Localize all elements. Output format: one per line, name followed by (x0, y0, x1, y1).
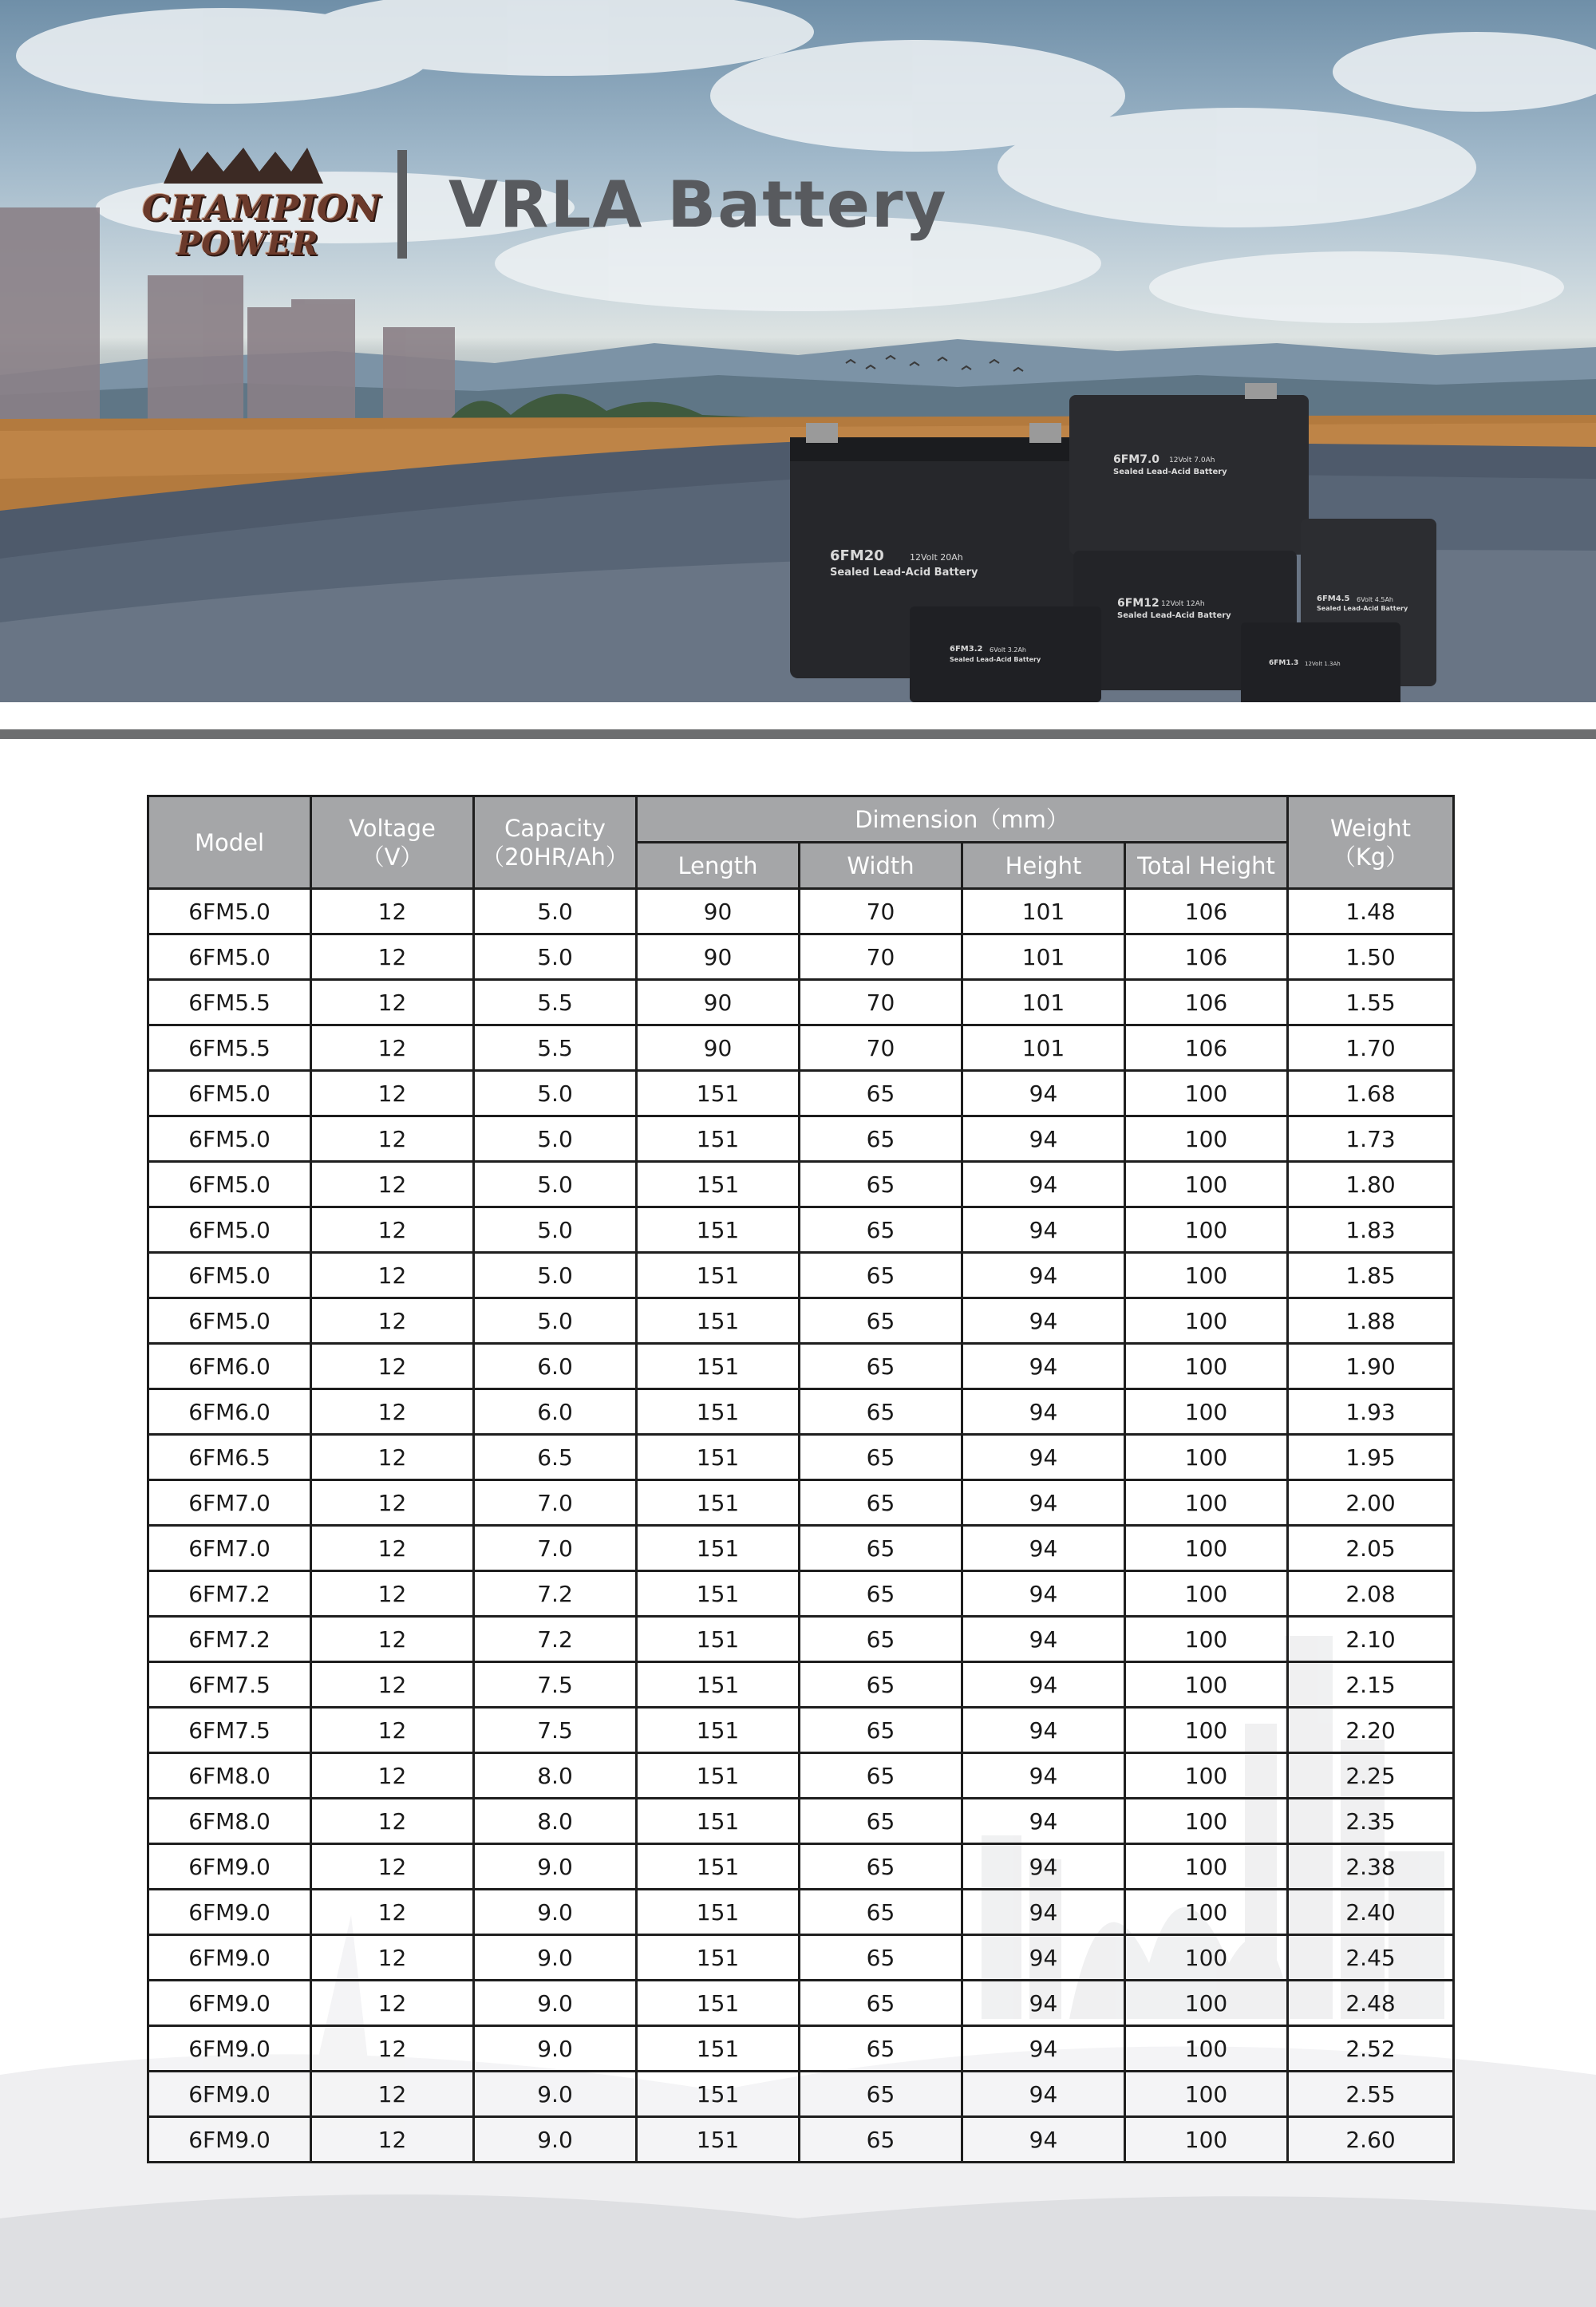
cell-weight: 1.80 (1288, 1162, 1454, 1207)
cell-capacity: 8.0 (474, 1753, 637, 1799)
cell-voltage: 12 (311, 1071, 474, 1116)
cell-length: 151 (637, 2117, 800, 2163)
cell-capacity: 5.0 (474, 889, 637, 934)
cell-model: 6FM9.0 (148, 1981, 311, 2026)
cell-total-height: 100 (1125, 2026, 1288, 2072)
table-row (148, 1662, 1454, 1708)
cell-width: 65 (800, 1708, 962, 1753)
cell-weight: 1.73 (1288, 1116, 1454, 1162)
cell-model: 6FM7.5 (148, 1708, 311, 1753)
cell-width: 65 (800, 1753, 962, 1799)
cell-height: 94 (962, 1162, 1125, 1207)
table-row (148, 1253, 1454, 1298)
battery-label-model: 6FM4.5 (1317, 595, 1350, 603)
cell-weight: 2.55 (1288, 2072, 1454, 2117)
cell-length: 151 (637, 1344, 800, 1389)
table-row (148, 980, 1454, 1025)
cell-capacity: 5.0 (474, 1298, 637, 1344)
cell-total-height: 100 (1125, 1935, 1288, 1981)
cell-voltage: 12 (311, 934, 474, 980)
cell-weight: 2.00 (1288, 1480, 1454, 1526)
cell-width: 65 (800, 1298, 962, 1344)
cell-weight: 2.08 (1288, 1571, 1454, 1617)
cell-model: 6FM5.0 (148, 1071, 311, 1116)
cell-height: 94 (962, 2026, 1125, 2072)
cell-voltage: 12 (311, 1617, 474, 1662)
cell-total-height: 100 (1125, 1116, 1288, 1162)
cell-weight: 2.52 (1288, 2026, 1454, 2072)
cell-model: 6FM7.2 (148, 1617, 311, 1662)
cell-height: 94 (962, 1935, 1125, 1981)
table-row (148, 2026, 1454, 2072)
cell-weight: 1.48 (1288, 889, 1454, 934)
cell-capacity: 6.0 (474, 1389, 637, 1435)
battery-label-model: 6FM12 (1117, 597, 1159, 610)
cell-height: 94 (962, 1981, 1125, 2026)
cell-model: 6FM5.0 (148, 1116, 311, 1162)
cell-total-height: 100 (1125, 1207, 1288, 1253)
cell-height: 101 (962, 889, 1125, 934)
cell-height: 94 (962, 1207, 1125, 1253)
cell-total-height: 100 (1125, 1617, 1288, 1662)
table-row (148, 1480, 1454, 1526)
cell-capacity: 7.5 (474, 1708, 637, 1753)
hero-banner (0, 0, 1596, 702)
cell-capacity: 7.2 (474, 1617, 637, 1662)
cell-width: 65 (800, 1480, 962, 1526)
cell-total-height: 100 (1125, 1344, 1288, 1389)
cell-weight: 1.90 (1288, 1344, 1454, 1389)
cell-length: 90 (637, 934, 800, 980)
table-row (148, 1753, 1454, 1799)
logo-text-line1: CHAMPION (142, 188, 381, 229)
cell-width: 65 (800, 1571, 962, 1617)
cell-voltage: 12 (311, 2117, 474, 2163)
cell-width: 65 (800, 2072, 962, 2117)
cell-capacity: 7.5 (474, 1662, 637, 1708)
cell-height: 94 (962, 2072, 1125, 2117)
cell-capacity: 7.0 (474, 1480, 637, 1526)
cell-width: 65 (800, 1116, 962, 1162)
header-dimension: Dimension（mm） (637, 796, 1288, 843)
cell-width: 65 (800, 1662, 962, 1708)
cell-width: 70 (800, 1025, 962, 1071)
cell-capacity: 5.0 (474, 1207, 637, 1253)
cell-total-height: 100 (1125, 1162, 1288, 1207)
cell-weight: 2.38 (1288, 1844, 1454, 1890)
cell-capacity: 6.5 (474, 1435, 637, 1480)
cell-voltage: 12 (311, 1799, 474, 1844)
table-row (148, 1981, 1454, 2026)
cell-capacity: 5.0 (474, 1071, 637, 1116)
cell-length: 151 (637, 1116, 800, 1162)
cell-voltage: 12 (311, 1389, 474, 1435)
battery-label-model: 6FM3.2 (950, 645, 983, 654)
cell-model: 6FM9.0 (148, 2117, 311, 2163)
cell-length: 151 (637, 1981, 800, 2026)
cell-height: 94 (962, 1890, 1125, 1935)
cell-total-height: 100 (1125, 1844, 1288, 1890)
cell-width: 70 (800, 934, 962, 980)
table-row (148, 1890, 1454, 1935)
battery-label-subtitle: Sealed Lead-Acid Battery (1113, 468, 1227, 476)
cell-voltage: 12 (311, 1480, 474, 1526)
cell-height: 94 (962, 1799, 1125, 1844)
cell-model: 6FM9.0 (148, 2026, 311, 2072)
cell-total-height: 100 (1125, 1799, 1288, 1844)
cell-total-height: 106 (1125, 1025, 1288, 1071)
battery-label-spec: 12Volt 7.0Ah (1169, 456, 1215, 464)
battery-label-subtitle: Sealed Lead-Acid Battery (1117, 611, 1231, 620)
cell-width: 70 (800, 980, 962, 1025)
cell-weight: 2.15 (1288, 1662, 1454, 1708)
table-row (148, 2117, 1454, 2163)
table-row (148, 1207, 1454, 1253)
cell-length: 151 (637, 1935, 800, 1981)
cell-height: 94 (962, 1617, 1125, 1662)
battery-label-spec: 12Volt 1.3Ah (1305, 661, 1341, 667)
cell-voltage: 12 (311, 1025, 474, 1071)
header-weight: Weight （Kg） (1288, 796, 1454, 889)
battery-label-spec: 12Volt 12Ah (1161, 600, 1205, 608)
table-row (148, 1162, 1454, 1207)
battery-label-model: 6FM7.0 (1113, 453, 1160, 466)
table-row (148, 1116, 1454, 1162)
table-row (148, 1617, 1454, 1662)
cell-voltage: 12 (311, 1844, 474, 1890)
cell-weight: 1.93 (1288, 1389, 1454, 1435)
table-row (148, 1071, 1454, 1116)
cell-weight: 1.55 (1288, 980, 1454, 1025)
cell-model: 6FM9.0 (148, 2072, 311, 2117)
cell-height: 94 (962, 1480, 1125, 1526)
cell-weight: 2.05 (1288, 1526, 1454, 1571)
table-row (148, 934, 1454, 980)
cell-capacity: 9.0 (474, 2117, 637, 2163)
cell-voltage: 12 (311, 1935, 474, 1981)
cell-model: 6FM5.0 (148, 1253, 311, 1298)
cell-capacity: 9.0 (474, 1981, 637, 2026)
cell-length: 151 (637, 1480, 800, 1526)
cell-length: 151 (637, 1389, 800, 1435)
cell-weight: 2.35 (1288, 1799, 1454, 1844)
cell-height: 94 (962, 1071, 1125, 1116)
cell-height: 94 (962, 1116, 1125, 1162)
cell-capacity: 5.0 (474, 1253, 637, 1298)
cell-voltage: 12 (311, 1344, 474, 1389)
cell-model: 6FM5.0 (148, 1207, 311, 1253)
cell-total-height: 100 (1125, 1571, 1288, 1617)
cell-length: 151 (637, 1526, 800, 1571)
cell-length: 151 (637, 1298, 800, 1344)
cell-height: 94 (962, 1253, 1125, 1298)
cell-model: 6FM9.0 (148, 1844, 311, 1890)
cell-weight: 1.50 (1288, 934, 1454, 980)
title-divider (397, 150, 407, 259)
cell-model: 6FM7.5 (148, 1662, 311, 1708)
cell-voltage: 12 (311, 1708, 474, 1753)
cell-capacity: 9.0 (474, 2072, 637, 2117)
cell-length: 151 (637, 2026, 800, 2072)
cell-voltage: 12 (311, 1981, 474, 2026)
cell-model: 6FM7.2 (148, 1571, 311, 1617)
battery-label-spec: 6Volt 4.5Ah (1357, 596, 1394, 603)
cell-width: 65 (800, 1890, 962, 1935)
cell-capacity: 9.0 (474, 1890, 637, 1935)
table-row (148, 1435, 1454, 1480)
cell-weight: 2.40 (1288, 1890, 1454, 1935)
cell-weight: 1.85 (1288, 1253, 1454, 1298)
cell-total-height: 100 (1125, 1253, 1288, 1298)
cell-total-height: 100 (1125, 1298, 1288, 1344)
cell-length: 151 (637, 1071, 800, 1116)
cell-width: 65 (800, 2026, 962, 2072)
cell-width: 65 (800, 1844, 962, 1890)
battery-label-subtitle: Sealed Lead-Acid Battery (1317, 605, 1408, 612)
cell-model: 6FM5.0 (148, 889, 311, 934)
cell-weight: 2.25 (1288, 1753, 1454, 1799)
cell-width: 65 (800, 1207, 962, 1253)
cell-total-height: 100 (1125, 1071, 1288, 1116)
cell-height: 94 (962, 1526, 1125, 1571)
cell-weight: 1.83 (1288, 1207, 1454, 1253)
cell-height: 94 (962, 1708, 1125, 1753)
cell-model: 6FM6.5 (148, 1435, 311, 1480)
cell-width: 65 (800, 1389, 962, 1435)
header-total-height: Total Height (1125, 843, 1288, 889)
cell-weight: 1.95 (1288, 1435, 1454, 1480)
cell-height: 94 (962, 1389, 1125, 1435)
cell-total-height: 100 (1125, 1981, 1288, 2026)
table-row (148, 1389, 1454, 1435)
header-model: Model (148, 796, 311, 889)
cell-height: 94 (962, 1298, 1125, 1344)
cell-length: 151 (637, 1799, 800, 1844)
cell-voltage: 12 (311, 1662, 474, 1708)
table-row (148, 1298, 1454, 1344)
cell-capacity: 5.0 (474, 1116, 637, 1162)
cell-length: 90 (637, 980, 800, 1025)
cell-length: 151 (637, 1162, 800, 1207)
cell-voltage: 12 (311, 2072, 474, 2117)
cell-width: 65 (800, 1435, 962, 1480)
table-row (148, 889, 1454, 934)
cell-voltage: 12 (311, 1571, 474, 1617)
cell-capacity: 9.0 (474, 1844, 637, 1890)
header-height: Height (962, 843, 1125, 889)
cell-height: 94 (962, 1344, 1125, 1389)
cell-voltage: 12 (311, 1116, 474, 1162)
cell-capacity: 5.0 (474, 934, 637, 980)
cell-width: 65 (800, 1344, 962, 1389)
page-title: VRLA Battery (448, 168, 948, 242)
cell-model: 6FM8.0 (148, 1799, 311, 1844)
cell-capacity: 5.5 (474, 980, 637, 1025)
cell-length: 151 (637, 1662, 800, 1708)
cell-length: 151 (637, 1890, 800, 1935)
champion-power-logo (142, 142, 381, 270)
battery-spec-table (147, 795, 1455, 2163)
cell-width: 65 (800, 1253, 962, 1298)
cell-width: 65 (800, 1071, 962, 1116)
table-row (148, 1025, 1454, 1071)
cell-length: 151 (637, 1571, 800, 1617)
cell-voltage: 12 (311, 980, 474, 1025)
cell-length: 151 (637, 1753, 800, 1799)
cell-weight: 1.70 (1288, 1025, 1454, 1071)
cell-height: 94 (962, 1844, 1125, 1890)
battery-label-subtitle: Sealed Lead-Acid Battery (830, 567, 978, 579)
table-row (148, 1935, 1454, 1981)
cell-voltage: 12 (311, 1253, 474, 1298)
cell-model: 6FM8.0 (148, 1753, 311, 1799)
cell-capacity: 5.0 (474, 1162, 637, 1207)
cell-width: 65 (800, 2117, 962, 2163)
cell-total-height: 100 (1125, 1708, 1288, 1753)
table-row (148, 1526, 1454, 1571)
cell-voltage: 12 (311, 1890, 474, 1935)
logo-text-line2: POWER (176, 225, 319, 263)
table-row (148, 1344, 1454, 1389)
battery-label-spec: 6Volt 3.2Ah (990, 646, 1027, 654)
cell-model: 6FM7.0 (148, 1480, 311, 1526)
cell-model: 6FM5.5 (148, 980, 311, 1025)
cell-height: 94 (962, 1435, 1125, 1480)
cell-weight: 1.68 (1288, 1071, 1454, 1116)
cell-capacity: 9.0 (474, 1935, 637, 1981)
cell-weight: 2.45 (1288, 1935, 1454, 1981)
cell-length: 151 (637, 1253, 800, 1298)
battery-label-model: 6FM20 (830, 547, 884, 564)
cell-height: 101 (962, 934, 1125, 980)
cell-capacity: 8.0 (474, 1799, 637, 1844)
cell-height: 94 (962, 1571, 1125, 1617)
table-body (148, 889, 1454, 2163)
cell-capacity: 9.0 (474, 2026, 637, 2072)
cell-weight: 1.88 (1288, 1298, 1454, 1344)
cell-model: 6FM6.0 (148, 1389, 311, 1435)
cell-model: 6FM9.0 (148, 1935, 311, 1981)
cell-length: 151 (637, 1708, 800, 1753)
header-capacity: Capacity （20HR/Ah） (474, 796, 637, 889)
header-voltage: Voltage （V） (311, 796, 474, 889)
header-length: Length (637, 843, 800, 889)
table-row (148, 2072, 1454, 2117)
table-header-row (148, 796, 1454, 843)
cell-voltage: 12 (311, 2026, 474, 2072)
cell-total-height: 100 (1125, 1890, 1288, 1935)
cell-voltage: 12 (311, 1298, 474, 1344)
cell-model: 6FM5.0 (148, 934, 311, 980)
cell-capacity: 7.0 (474, 1526, 637, 1571)
cell-voltage: 12 (311, 889, 474, 934)
cell-model: 6FM5.0 (148, 1298, 311, 1344)
cell-width: 65 (800, 1617, 962, 1662)
cell-length: 151 (637, 1617, 800, 1662)
section-separator (0, 729, 1596, 739)
cell-capacity: 6.0 (474, 1344, 637, 1389)
cell-model: 6FM5.0 (148, 1162, 311, 1207)
table-row (148, 1844, 1454, 1890)
cell-total-height: 100 (1125, 1389, 1288, 1435)
cell-length: 151 (637, 1207, 800, 1253)
cell-height: 94 (962, 1753, 1125, 1799)
cell-weight: 2.48 (1288, 1981, 1454, 2026)
cell-width: 65 (800, 1935, 962, 1981)
table-row (148, 1571, 1454, 1617)
cell-weight: 2.60 (1288, 2117, 1454, 2163)
cell-weight: 2.20 (1288, 1708, 1454, 1753)
cell-width: 65 (800, 1981, 962, 2026)
table-row (148, 1708, 1454, 1753)
battery-label-spec: 12Volt 20Ah (910, 552, 963, 563)
cell-total-height: 100 (1125, 1435, 1288, 1480)
cell-total-height: 106 (1125, 980, 1288, 1025)
table-row (148, 1799, 1454, 1844)
cell-length: 90 (637, 1025, 800, 1071)
cell-total-height: 100 (1125, 1480, 1288, 1526)
cell-height: 94 (962, 2117, 1125, 2163)
cell-length: 90 (637, 889, 800, 934)
cell-total-height: 100 (1125, 2117, 1288, 2163)
cell-total-height: 100 (1125, 1753, 1288, 1799)
cell-width: 65 (800, 1526, 962, 1571)
cell-voltage: 12 (311, 1162, 474, 1207)
cell-width: 65 (800, 1162, 962, 1207)
cell-voltage: 12 (311, 1526, 474, 1571)
cell-model: 6FM7.0 (148, 1526, 311, 1571)
cell-total-height: 106 (1125, 889, 1288, 934)
battery-label-subtitle: Sealed Lead-Acid Battery (950, 656, 1041, 663)
cell-height: 101 (962, 1025, 1125, 1071)
cell-total-height: 100 (1125, 1526, 1288, 1571)
cell-voltage: 12 (311, 1207, 474, 1253)
cell-width: 70 (800, 889, 962, 934)
cell-model: 6FM9.0 (148, 1890, 311, 1935)
cell-length: 151 (637, 1435, 800, 1480)
cell-length: 151 (637, 2072, 800, 2117)
cell-height: 101 (962, 980, 1125, 1025)
cell-weight: 2.10 (1288, 1617, 1454, 1662)
cell-voltage: 12 (311, 1753, 474, 1799)
battery-label-model: 6FM1.3 (1269, 659, 1299, 667)
cell-total-height: 106 (1125, 934, 1288, 980)
header-width: Width (800, 843, 962, 889)
cell-capacity: 5.5 (474, 1025, 637, 1071)
cell-model: 6FM6.0 (148, 1344, 311, 1389)
cell-capacity: 7.2 (474, 1571, 637, 1617)
cell-length: 151 (637, 1844, 800, 1890)
cell-voltage: 12 (311, 1435, 474, 1480)
cell-total-height: 100 (1125, 2072, 1288, 2117)
cell-model: 6FM5.5 (148, 1025, 311, 1071)
cell-height: 94 (962, 1662, 1125, 1708)
cell-total-height: 100 (1125, 1662, 1288, 1708)
cell-width: 65 (800, 1799, 962, 1844)
